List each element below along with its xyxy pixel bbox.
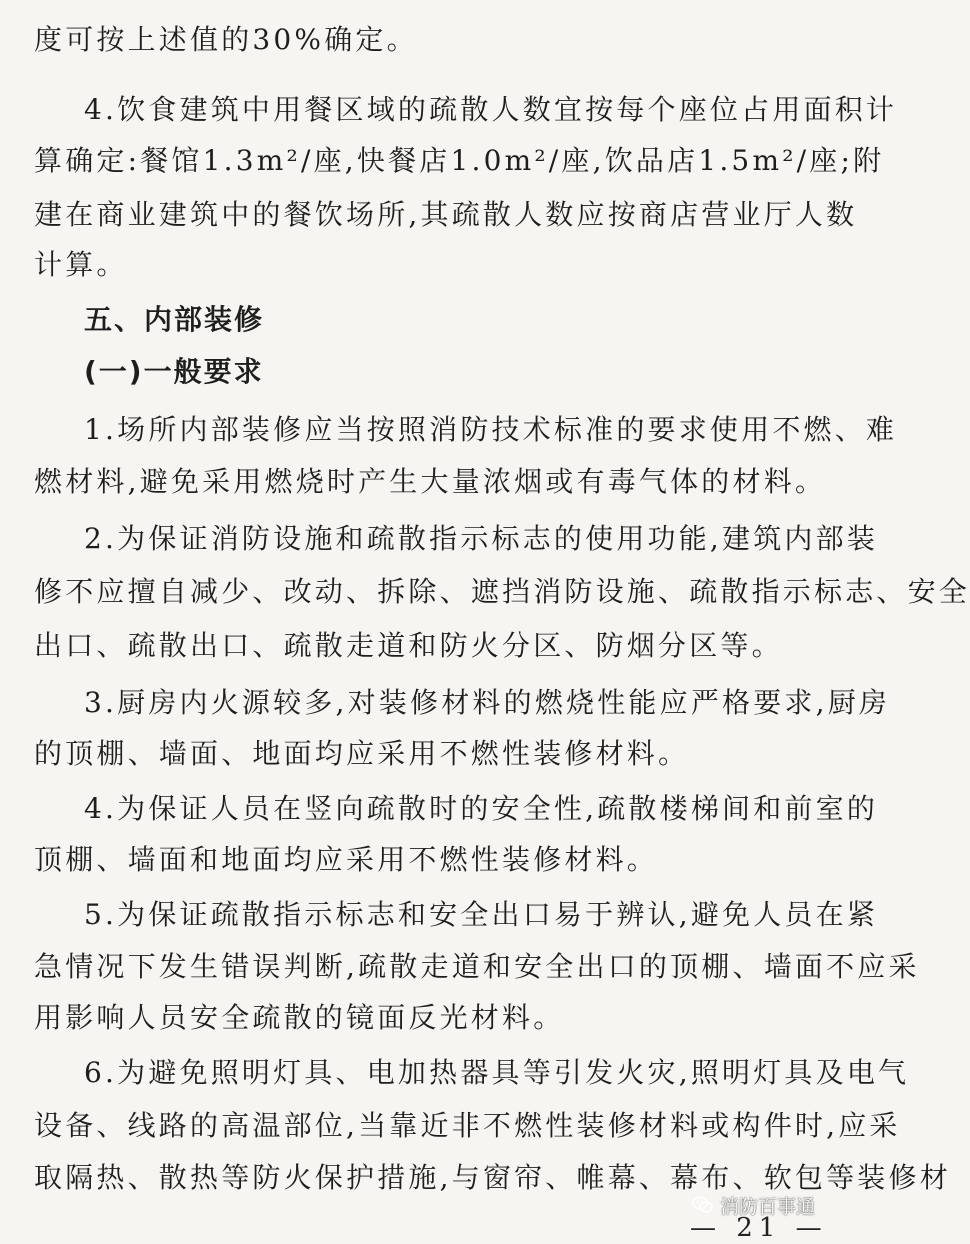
wechat-icon — [692, 1195, 714, 1215]
text-line: 燃材料,避免采用燃烧时产生大量浓烟或有毒气体的材料。 — [34, 465, 827, 498]
text-line: 出口、疏散出口、疏散走道和防火分区、防烟分区等。 — [34, 629, 783, 662]
subsection-heading: (一)一般要求 — [84, 355, 264, 388]
text-line: 计算。 — [34, 248, 128, 281]
section-heading: 五、内部装修 — [84, 303, 265, 336]
text-line: 顶棚、墙面和地面均应采用不燃性装修材料。 — [34, 843, 659, 876]
text-line: 4.为保证人员在竖向疏散时的安全性,疏散楼梯间和前室的 — [84, 792, 879, 825]
text-line: 1.场所内部装修应当按照消防技术标准的要求使用不燃、难 — [84, 413, 898, 446]
text-line: 急情况下发生错误判断,疏散走道和安全出口的顶棚、墙面不应采 — [34, 950, 920, 983]
text-line: 6.为避免照明灯具、电加热器具等引发火灾,照明灯具及电气 — [84, 1056, 910, 1089]
text-line: 修不应擅自减少、改动、拆除、遮挡消防设施、疏散指示标志、安全 — [34, 575, 970, 608]
text-line: 设备、线路的高温部位,当靠近非不燃性装修材料或构件时,应采 — [34, 1109, 901, 1142]
text-line: 建在商业建筑中的餐饮场所,其疏散人数应按商店营业厅人数 — [34, 198, 858, 231]
text-line: 5.为保证疏散指示标志和安全出口易于辨认,避免人员在紧 — [84, 898, 879, 931]
text-line: 的顶棚、墙面、地面均应采用不燃性装修材料。 — [34, 737, 690, 770]
text-line: 度可按上述值的30%确定。 — [34, 23, 418, 56]
text-line: 2.为保证消防设施和疏散指示标志的使用功能,建筑内部装 — [84, 522, 879, 555]
watermark-text: 消防百事通 — [720, 1195, 816, 1218]
page-number: — 21 — — [690, 1213, 828, 1243]
text-line: 算确定:餐馆1.3m²/座,快餐店1.0m²/座,饮品店1.5m²/座;附 — [34, 144, 885, 177]
text-line: 取隔热、散热等防火保护措施,与窗帘、帷幕、幕布、软包等装修材 — [34, 1161, 951, 1194]
text-line: 3.厨房内火源较多,对装修材料的燃烧性能应严格要求,厨房 — [84, 686, 891, 719]
text-line: 用影响人员安全疏散的镜面反光材料。 — [34, 1001, 565, 1034]
text-line: 4.饮食建筑中用餐区域的疏散人数宜按每个座位占用面积计 — [84, 93, 898, 126]
